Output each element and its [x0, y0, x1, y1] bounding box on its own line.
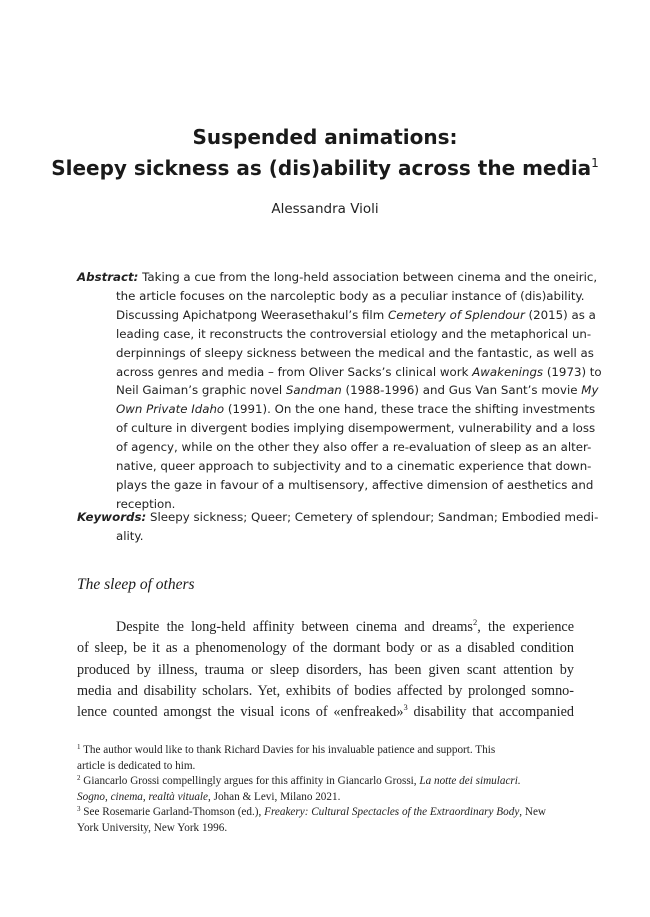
book-title: Sogno, cinema, realtà vituale: [77, 790, 209, 803]
film-title: Own Private Idaho: [116, 402, 225, 417]
abstract-line: Own Private Idaho (1991). On the one hand, these trace the shifting investments: [116, 402, 596, 417]
abstract-line: Neil Gaiman’s graphic novel Sandman (1988-1996) and Gus Van Sant’s movie My: [116, 383, 599, 398]
footnote-2: $^2$ Giancarlo Grossi compellingly argues for this affinity in Giancarlo Grossi, La notte dei simulacri.: [77, 774, 521, 788]
title-line-1: Suspended animations:: [192, 125, 458, 149]
abstract-line: Abstract: Taking a cue from the long-held association between cinema and the oneiric,: [77, 270, 598, 284]
author-name: Alessandra Violi: [271, 201, 379, 217]
abstract-line: derpinnings of sleepy sickness between the medical and the fantastic, as well as: [116, 345, 594, 360]
book-title: La notte dei simulacri.: [419, 775, 521, 788]
footnote-3: $^3$ See Rosemarie Garland-Thomson (ed.), Freakery: Cultural Spectacles of the Extraordinary Body, New: [77, 805, 547, 819]
footnote-marker[interactable]: 3: [403, 702, 408, 713]
keywords: [77, 508, 599, 546]
film-title: Cemetery of Splendour: [387, 307, 525, 322]
keywords-line: Keywords: Sleepy sickness; Queer; Cemetery of splendour; Sandman; Embodied medi-: [77, 510, 599, 524]
body-line: Despite the long-held affinity between cinema and dreams$^2$, the experience: [116, 617, 575, 635]
article-title: [40, 122, 610, 184]
abstract-line: reception.: [116, 496, 176, 511]
footnote-1-continued: article is dedicated to him.: [77, 759, 196, 772]
section-heading: The sleep of others: [77, 576, 195, 593]
footnote-number: 2: [77, 774, 81, 783]
title-line-2: Sleepy sickness as (dis)ability across the media: [51, 156, 592, 180]
footnote-3-continued: York University, New York 1996.: [77, 821, 228, 834]
body-line: of sleep, be it as a phenomenology of the dormant body or as a disabled condition: [77, 640, 574, 657]
work-title: Sandman: [285, 383, 342, 398]
footnote-1: $^1$ The author would like to thank Richard Davies for his invaluable patience and support. This: [77, 743, 496, 756]
abstract-line: Discussing Apichatpong Weerasethakul’s film Cemetery of Splendour (2015) as a: [116, 307, 596, 322]
footnote-number: 3: [77, 805, 81, 814]
abstract-label: Abstract:: [77, 270, 139, 284]
abstract-line: leading case, it reconstructs the controversial etiology and the metaphorical un-: [116, 326, 592, 341]
book-title: Freakery: Cultural Spectacles of the Extraordinary Body: [264, 806, 520, 819]
footnote-number: 1: [77, 743, 81, 751]
keywords-line: ality.: [116, 528, 144, 543]
keywords-label: Keywords:: [77, 510, 147, 524]
abstract-line: of culture in divergent bodies implying disempowerment, vulnerability and a loss: [116, 421, 596, 436]
footnote-marker[interactable]: 2: [472, 617, 478, 627]
abstract-line: across genres and media – from Oliver Sacks’s clinical work Awakenings (1973) to: [116, 364, 602, 379]
abstract-line: of agency, while on the other they also offer a re-evaluation of sleep as an alter-: [116, 440, 592, 455]
abstract-line: the article focuses on the narcoleptic body as a peculiar instance of (dis)ability.: [116, 288, 585, 303]
title-footnote-marker[interactable]: 1: [591, 156, 599, 170]
footnote-2-continued: Sogno, cinema, realtà vituale, Johan & Levi, Milano 2021.: [77, 790, 341, 803]
film-title: My: [581, 383, 599, 398]
body-paragraph: [77, 617, 574, 723]
abstract: [77, 268, 602, 514]
body-line: media and disability scholars. Yet, exhibits of bodies affected by prolonged somno-: [77, 682, 574, 699]
abstract-line: native, queer approach to subjectivity and to a cinematic experience that down-: [116, 459, 592, 474]
work-title: Awakenings: [472, 364, 544, 379]
body-line: produced by illness, trauma or sleep disorders, has been given scant attention by: [77, 661, 574, 678]
footnotes: [77, 743, 574, 837]
abstract-line: plays the gaze in favour of a multisensory, affective dimension of aesthetics and: [116, 477, 594, 492]
body-line: lence counted amongst the visual icons of «enfreaked»$^3$ disability that accompanied: [77, 702, 574, 721]
